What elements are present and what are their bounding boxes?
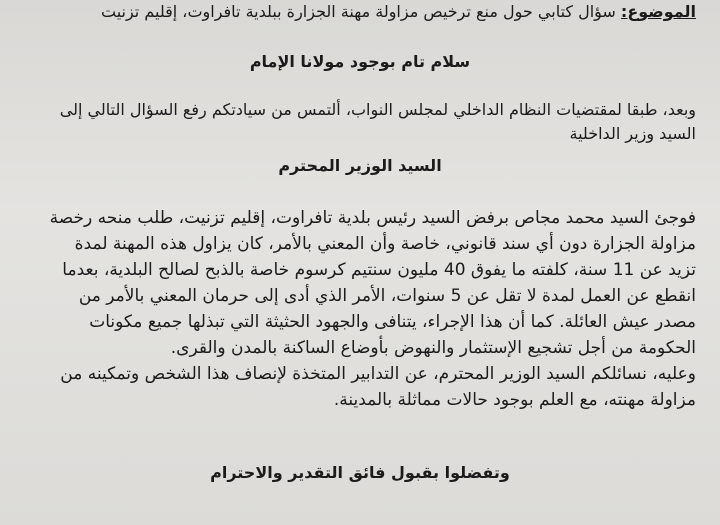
- body-line: مزاولة مهنته، مع العلم بوجود حالات مماثلة بالمدينة.: [333, 390, 696, 410]
- body-line: انقطع عن العمل لمدة لا تقل عن 5 سنوات، الأمر الذي أدى إلى حرمان المعني بالأمر من: [78, 286, 696, 306]
- addressee-heading: السيد الوزير المحترم: [278, 156, 442, 175]
- body-line: تزيد عن 11 سنة، كلفته ما يفوق 40 مليون سنتيم كرسوم خاصة بالذبح لصالح البلدية، بعدما: [62, 260, 696, 280]
- body-line: الحكومة من أجل تشجيع الإستثمار والنهوض بأوضاع الساكنة بالمدن والقرى.: [170, 338, 696, 358]
- subject-line: [24, 2, 696, 21]
- body-line: مصدر عيش العائلة. كما أن هذا الإجراء، يتنافى والجهود الحثيثة التي تبذلها جميع مكونات: [89, 312, 696, 332]
- salutation: سلام تام بوجود مولانا الإمام: [249, 52, 471, 71]
- body-line: فوجئ السيد محمد مجاص برفض السيد رئيس بلدية تافراوت، إقليم تزنيت، طلب منحه رخصة: [49, 208, 696, 228]
- intro-paragraph: [24, 98, 696, 146]
- intro-line: السيد وزير الداخلية: [569, 124, 696, 143]
- intro-line: وبعد، طبقا لمقتضيات النظام الداخلي لمجلس النواب، ألتمس من سيادتكم رفع السؤال التالي إلى: [59, 100, 696, 119]
- body-paragraph: [24, 205, 696, 413]
- subject-label: الموضوع:: [620, 2, 696, 21]
- subject-text: سؤال كتابي حول منع ترخيص مزاولة مهنة الجزارة ببلدية تافراوت، إقليم تزنيت: [100, 2, 621, 21]
- closing-line: وتفضلوا بقبول فائق التقدير والاحترام: [210, 463, 510, 482]
- body-line: مزاولة الجزارة دون أي سند قانوني، خاصة وأن المعني بالأمر، كان يزاول هذه المهنة لمدة: [74, 234, 696, 254]
- body-line: وعليه، نسائلكم السيد الوزير المحترم، عن التدابير المتخذة لإنصاف هذا الشخص وتمكينه من: [60, 364, 696, 384]
